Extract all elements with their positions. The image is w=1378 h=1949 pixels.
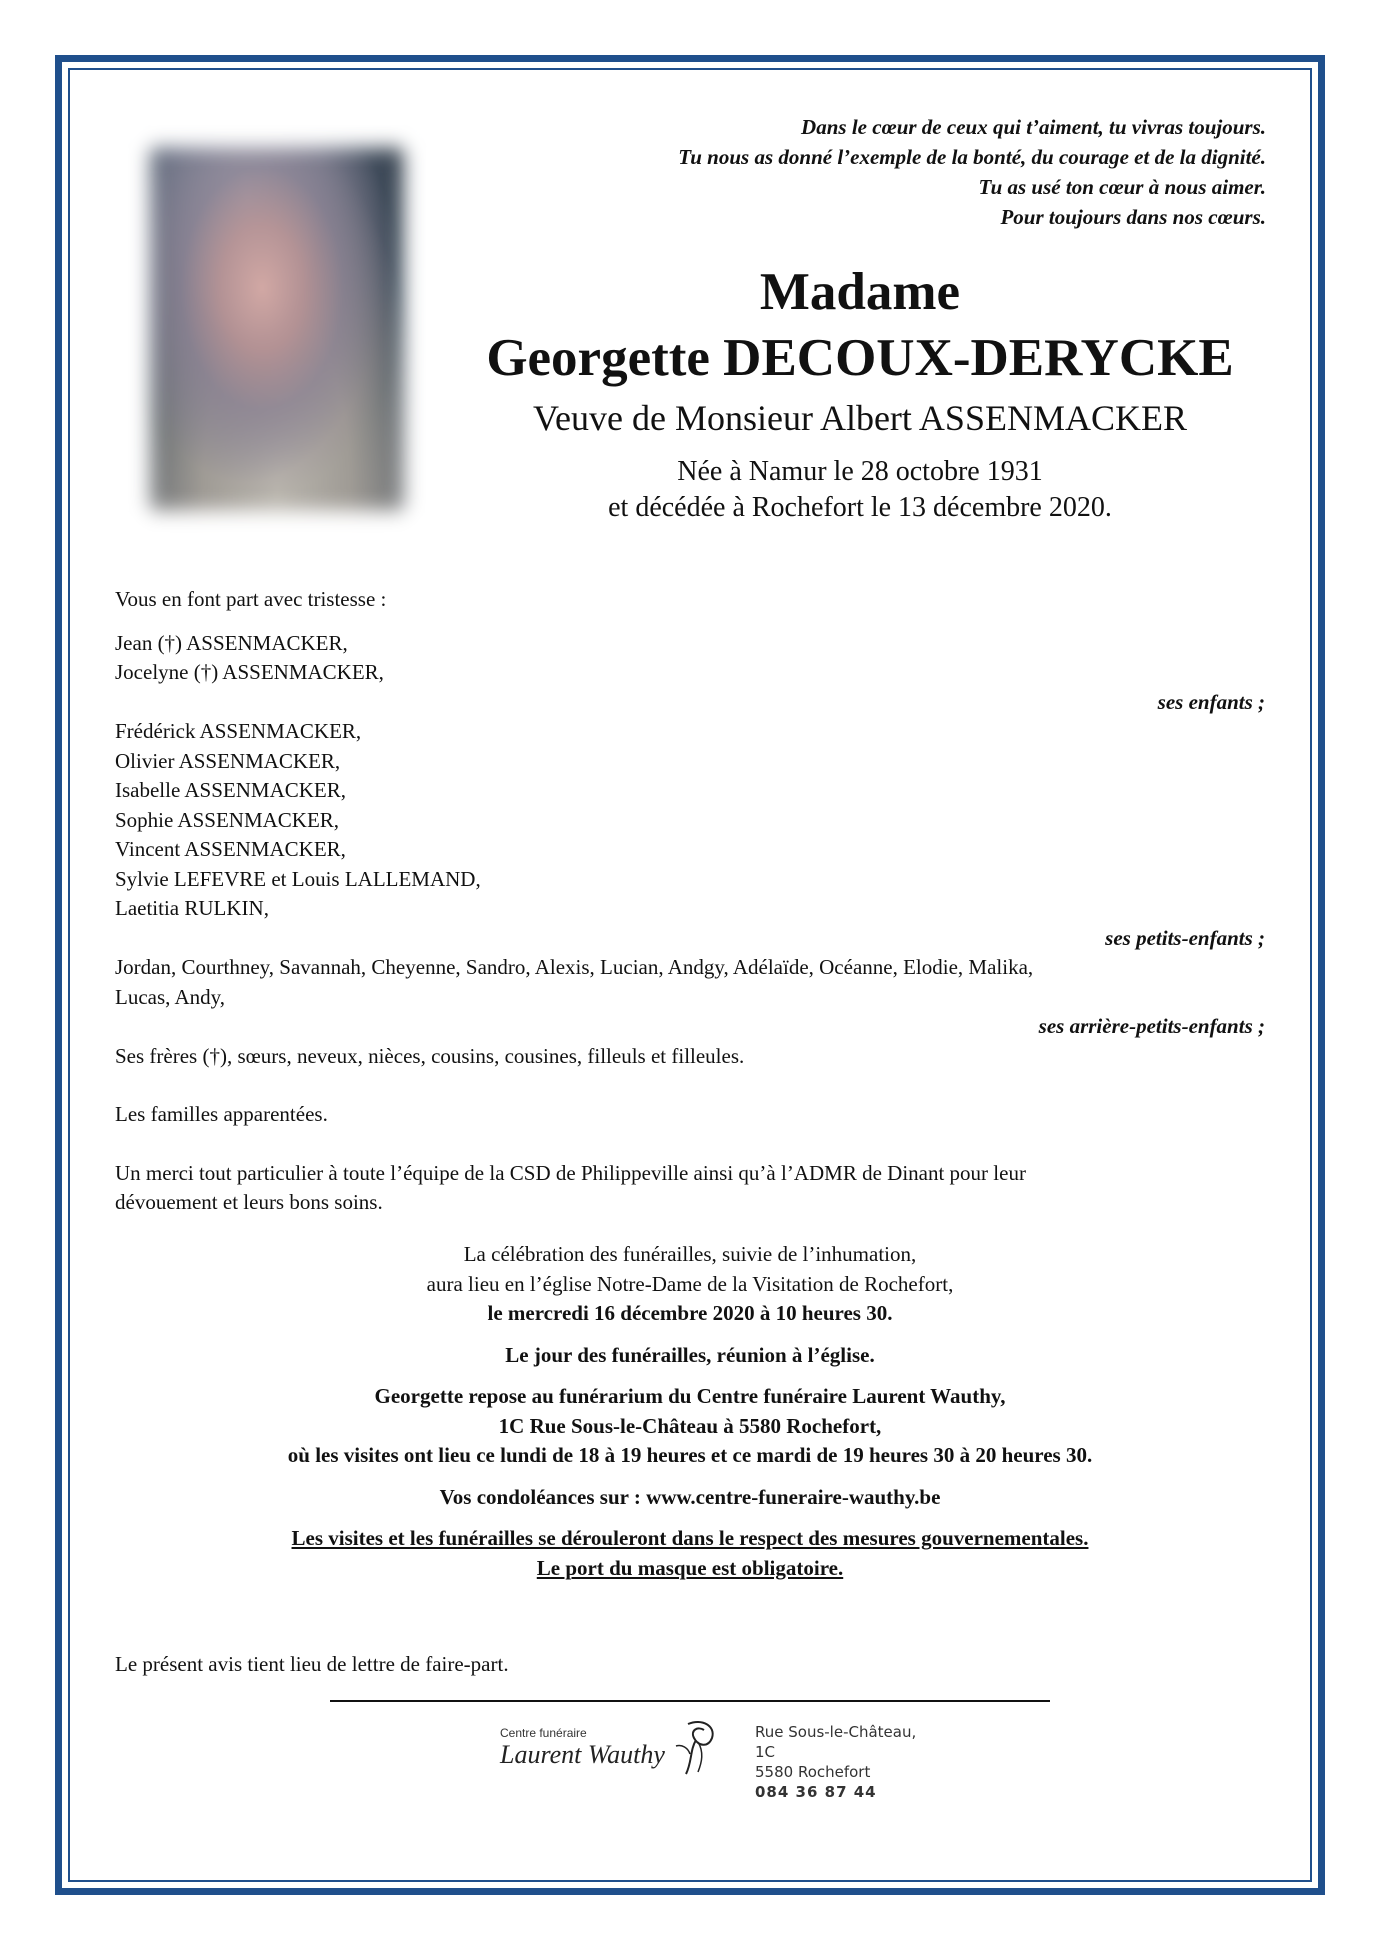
intro-line: Vous en font part avec tristesse : (115, 587, 387, 611)
child-name: Jean (†) ASSENMACKER, (115, 630, 348, 655)
death-info: et décédée à Rochefort le 13 décembre 2020. (608, 492, 1112, 523)
grandchild-name: Isabelle ASSENMACKER, (115, 778, 346, 802)
epitaph-quote (678, 112, 1266, 232)
quote-line: Tu as usé ton cœur à nous aimer. (978, 175, 1266, 199)
rest-address: 1C Rue Sous-le-Château à 5580 Rochefort, (498, 1413, 882, 1438)
address-city: 5580 Rochefort (755, 1763, 871, 1781)
thanks-line: dévouement et leurs bons soins. (115, 1190, 383, 1214)
thanks-line: Un merci tout particulier à toute l’équipe de la CSD de Philippeville ainsi qu’à l’ADMR de Dinant pour leur (115, 1160, 1026, 1185)
quote-line: Tu nous as donné l’exemple de la bonté, du courage et de la dignité. (678, 145, 1266, 169)
grandchild-name: Sylvie LEFEVRE et Louis LALLEMAND, (115, 866, 481, 891)
families-line: Les familles apparentées. (115, 1102, 328, 1126)
grandchildren-label: ses petits-enfants ; (1105, 925, 1265, 950)
mask-notice: Le port du masque est obligatoire. (536, 1555, 844, 1580)
ceremony-date: le mercredi 16 décembre 2020 à 10 heures 30. (487, 1301, 893, 1325)
ceremony-line: La célébration des funérailles, suivie de l’inhumation, (463, 1242, 917, 1266)
great-grandchildren-label: ses arrière-petits-enfants ; (1038, 1014, 1265, 1038)
quote-line: Pour toujours dans nos cœurs. (1000, 205, 1266, 229)
logo-caption: Centre funéraire (500, 1726, 587, 1740)
grandchild-name: Olivier ASSENMACKER, (115, 748, 341, 773)
great-grandchildren-names: Lucas, Andy, (115, 984, 226, 1009)
children-label: ses enfants ; (1157, 689, 1265, 714)
grandchild-name: Sophie ASSENMACKER, (115, 807, 340, 832)
quote-line: Dans le cœur de ceux qui t’aiment, tu vivras toujours. (801, 115, 1266, 139)
rest-line: Georgette repose au funérarium du Centre funéraire Laurent Wauthy, (374, 1384, 1006, 1408)
deceased-name: Georgette DECOUX-DERYCKE (486, 329, 1234, 387)
footer-divider (330, 1700, 1050, 1702)
condolences-line: Vos condoléances sur : www.centre-funeraire-wauthy.be (439, 1484, 941, 1509)
closing-line: Le présent avis tient lieu de lettre de faire-part. (115, 1652, 509, 1676)
funeral-home-logo (490, 1710, 940, 1801)
visit-hours: où les visites ont lieu ce lundi de 18 à 19 heures et ce mardi de 19 heures 30 à 20 heures 30. (287, 1443, 1093, 1467)
notice-line: Les visites et les funérailles se dérouleront dans le respect des mesures gouvernementales. (291, 1526, 1089, 1550)
meeting-line: Le jour des funérailles, réunion à l’église. (505, 1342, 875, 1367)
child-name: Jocelyne (†) ASSENMACKER, (115, 660, 384, 684)
grandchild-name: Vincent ASSENMACKER, (115, 837, 346, 861)
siblings-line: Ses frères (†), sœurs, neveux, nièces, cousins, cousines, filleuls et filleules. (115, 1043, 745, 1068)
ceremony-info (115, 1240, 1265, 1583)
honorific: Madame (759, 263, 961, 321)
address-street: Rue Sous-le-Château, 1C (755, 1723, 917, 1761)
calla-lily-icon (668, 1716, 724, 1776)
funeral-home-address (755, 1722, 940, 1802)
great-grandchildren-names: Jordan, Courthney, Savannah, Cheyenne, Sandro, Alexis, Lucian, Andgy, Adélaïde, Océanne, Elodie, Malika, (115, 955, 1034, 979)
widow-of: Veuve de Monsieur Albert ASSENMACKER (533, 398, 1187, 438)
birth-info: Née à Namur le 28 octobre 1931 (677, 456, 1043, 487)
phone-number: 084 36 87 44 (755, 1783, 877, 1801)
portrait-vignette (120, 117, 434, 541)
ceremony-line: aura lieu en l’église Notre-Dame de la Visitation de Rochefort, (426, 1271, 954, 1296)
logo-wordmark: Laurent Wauthy (500, 1740, 665, 1769)
family-announcement (115, 585, 1265, 1218)
grandchild-name: Laetitia RULKIN, (115, 896, 269, 920)
grandchild-name: Frédérick ASSENMACKER, (115, 719, 362, 743)
closing (115, 1650, 1265, 1680)
